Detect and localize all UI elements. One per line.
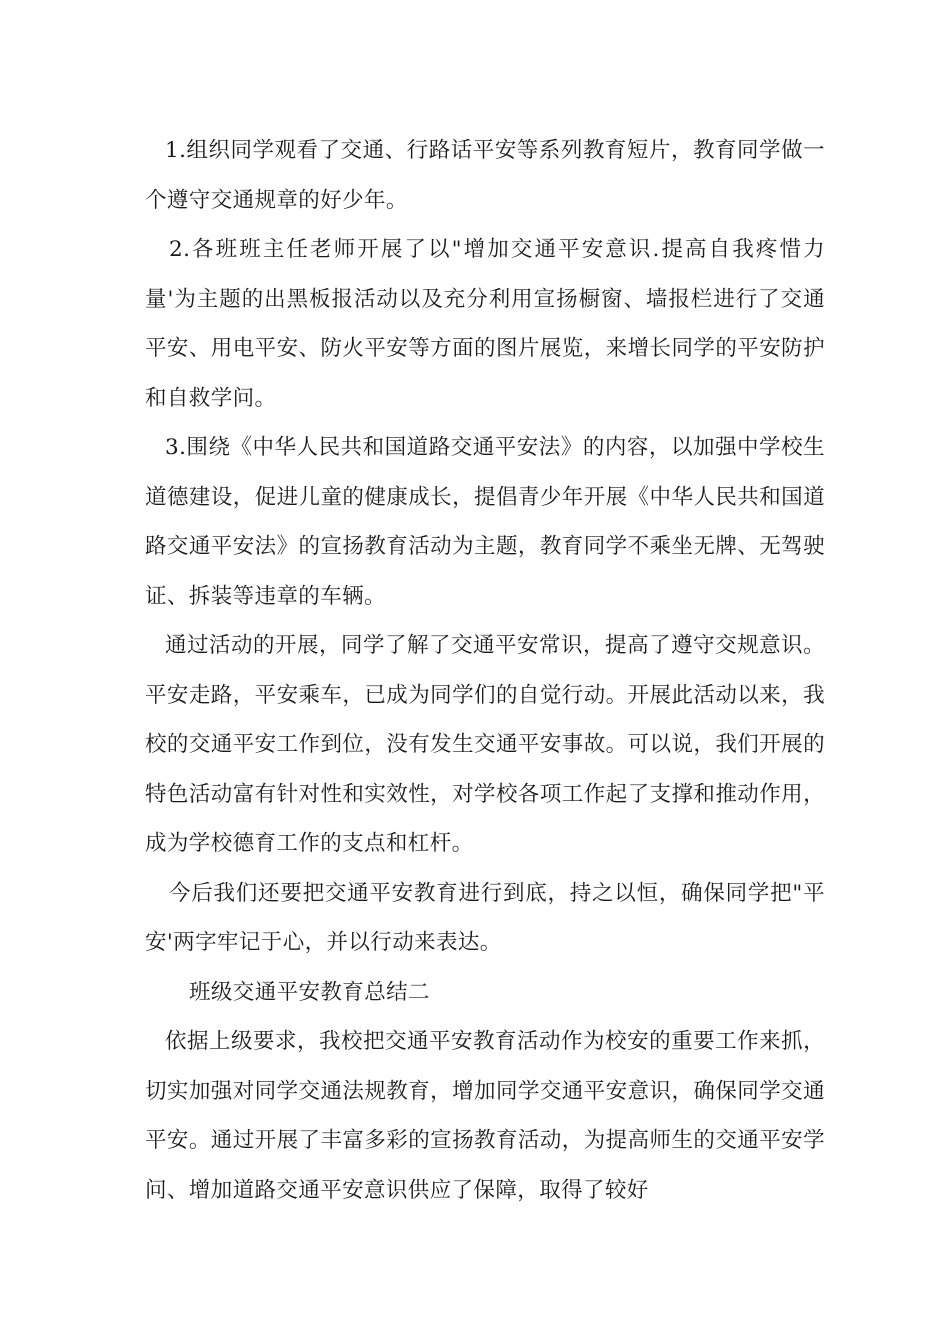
paragraph-5: 今后我们还要把交通平安教育进行到底，持之以恒，确保同学把"平安'两字牢记于心，并以行动来表达。 — [145, 880, 825, 955]
paragraph-3: 3.围绕《中华人民共和国道路交通平安法》的内容，以加强中学校生道德建设，促进儿童的健康成长，提倡青少年开展《中华人民共和国道路交通平安法》的宣扬教育活动为主题，教育同学不乘坐无牌、无驾驶证、拆装等违章的车辆。 — [145, 435, 825, 609]
section-heading: 班级交通平安教育总结二 — [189, 979, 430, 1005]
paragraph-6: 依据上级要求，我校把交通平安教育活动作为校安的重要工作来抓，切实加强对同学交通法规教育，增加同学交通平安意识，确保同学交通平安。通过开展了丰富多彩的宣扬教育活动，为提高师生的交通平安学问、增加道路交通平安意识供应了保障，取得了较好 — [145, 1029, 825, 1203]
document-body — [145, 126, 825, 1215]
paragraph-1: 1.组织同学观看了交通、行路话平安等系列教育短片，教育同学做一个遵守交通规章的好少年。 — [145, 138, 825, 213]
paragraph-2: 2.各班班主任老师开展了以"增加交通平安意识.提高自我疼惜力量'为主题的出黑板报活动以及充分利用宣扬橱窗、墙报栏进行了交通平安、用电平安、防火平安等方面的图片展览，来增长同学的平安防护和自救学问。 — [145, 237, 825, 411]
paragraph-4: 通过活动的开展，同学了解了交通平安常识，提高了遵守交规意识。平安走路，平安乘车，已成为同学们的自觉行动。开展此活动以来，我校的交通平安工作到位，没有发生交通平安事故。可以说，我们开展的特色活动富有针对性和实效性，对学校各项工作起了支撑和推动作用，成为学校德育工作的支点和杠杆。 — [145, 633, 825, 856]
